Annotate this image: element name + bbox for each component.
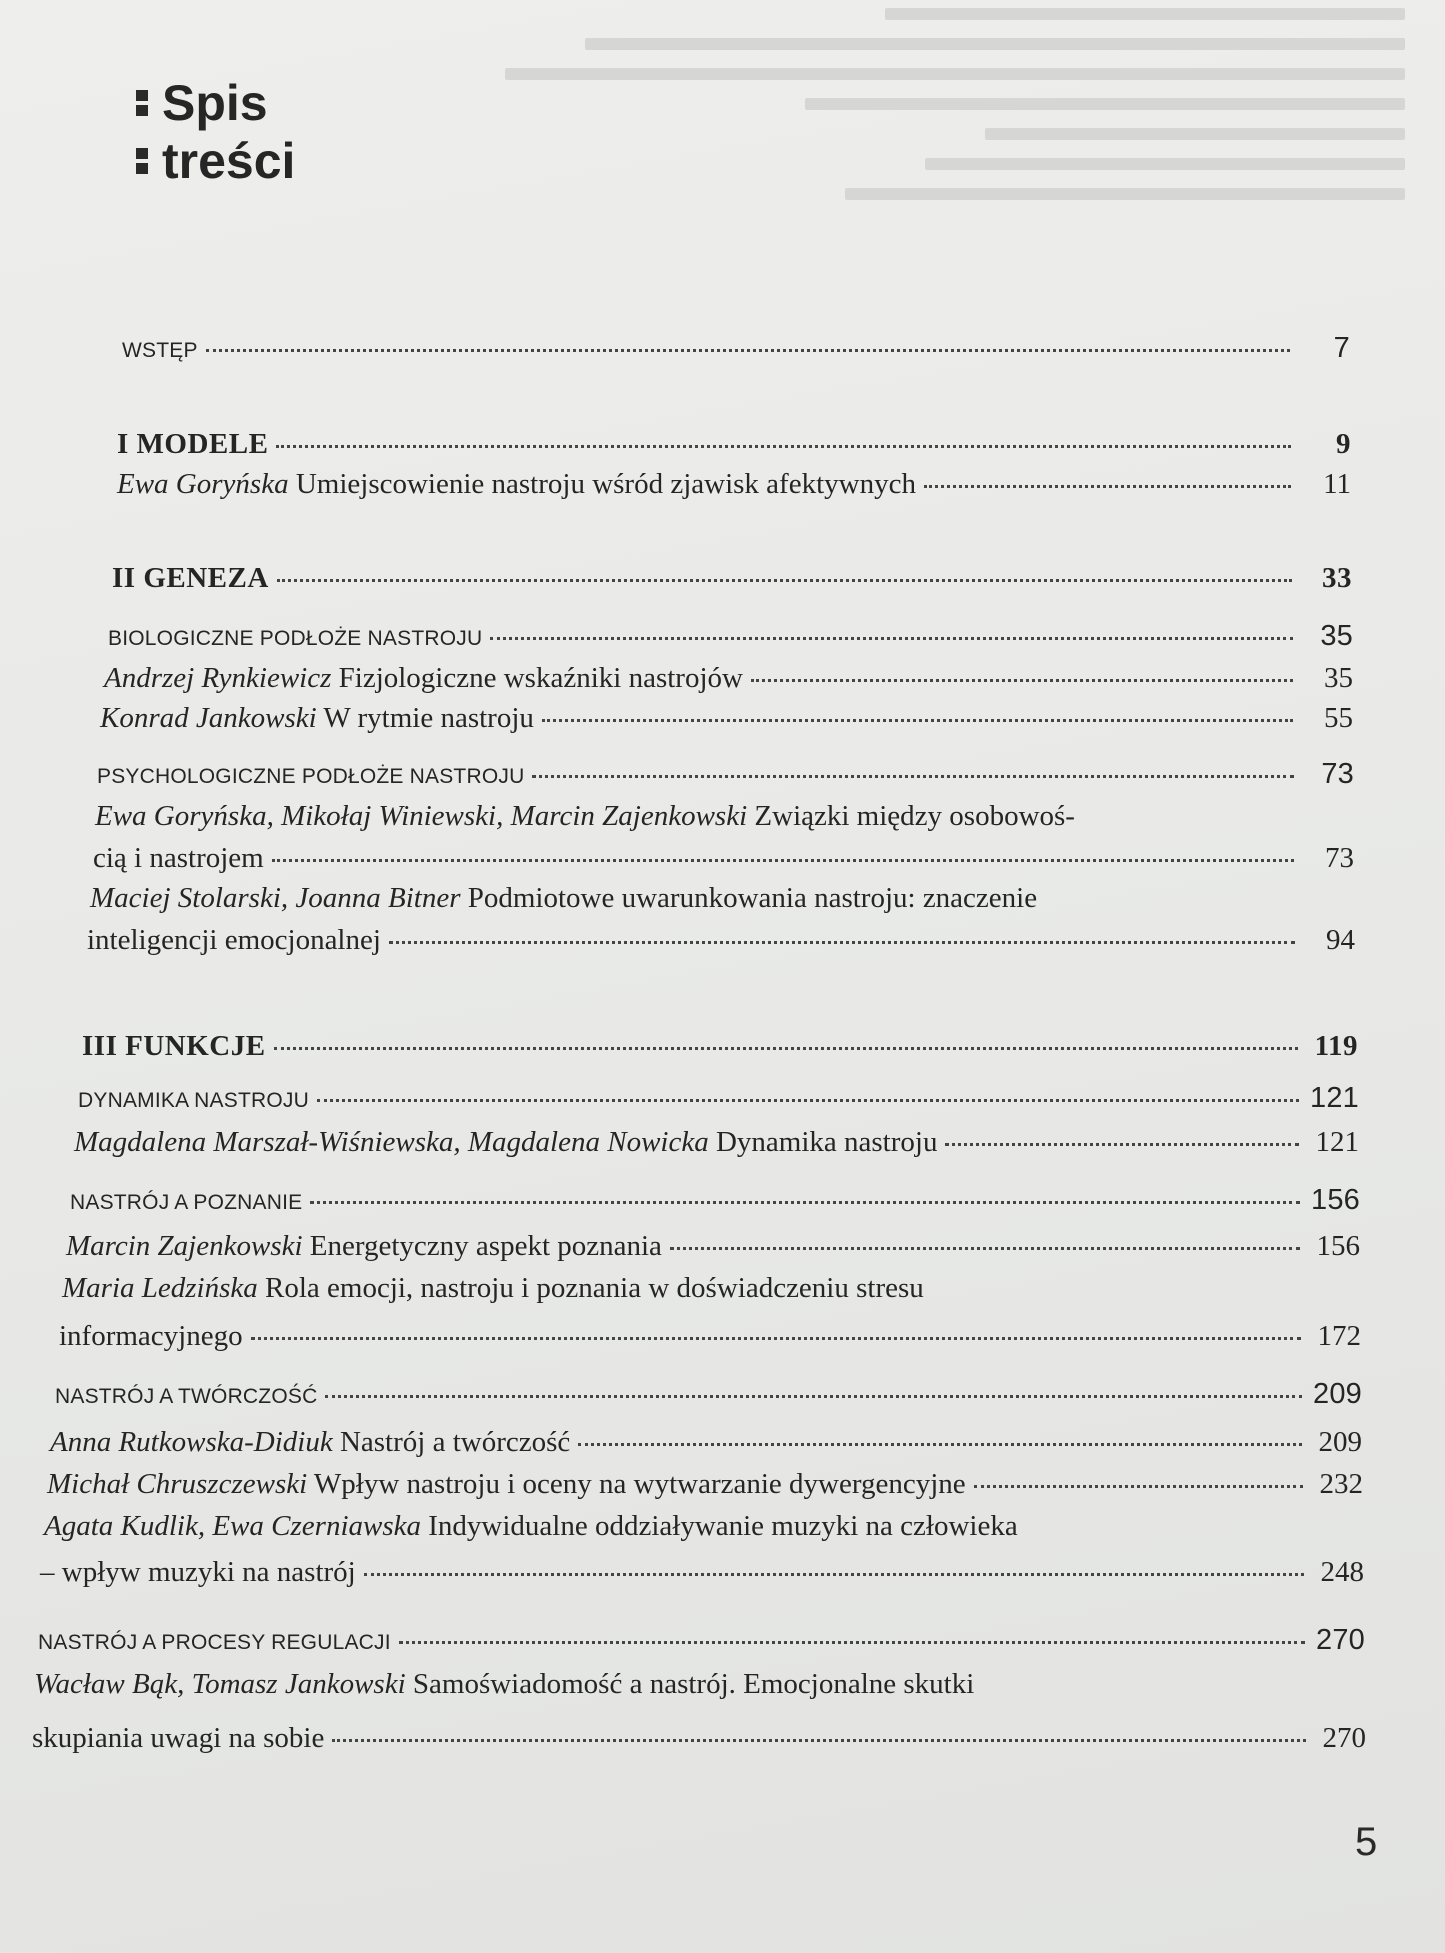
article-title-part: Związki między osobowoś- — [754, 800, 1075, 832]
subsection-title: DYNAMIKA NASTROJU — [78, 1089, 309, 1112]
article-title: Energetyczny aspekt poznania — [309, 1230, 662, 1262]
section-title: III FUNKCJE — [82, 1030, 266, 1062]
dot-leader — [325, 1395, 1302, 1398]
page-number: 121 — [1315, 1126, 1359, 1158]
dot-leader — [924, 485, 1291, 488]
page-folio: 5 — [1355, 1820, 1378, 1864]
article-title-part: Podmiotowe uwarunkowania nastroju: znaczenie — [467, 882, 1038, 914]
toc-section-modele — [117, 428, 1351, 461]
dot-leader — [399, 1641, 1305, 1644]
dot-leader — [310, 1201, 1300, 1204]
article-title-part: – wpływ muzyki na nastrój — [40, 1556, 356, 1588]
dot-leader — [945, 1143, 1299, 1146]
toc-article-line-1 — [62, 1272, 1282, 1305]
toc-entry-wstep — [122, 332, 1350, 365]
dot-leader — [317, 1099, 1299, 1102]
page-number: 121 — [1310, 1082, 1359, 1114]
page-number: 94 — [1326, 924, 1355, 956]
dot-leader — [364, 1573, 1304, 1576]
article-author: Michał Chruszczewski — [47, 1468, 308, 1500]
article-author: Wacław Bąk, Tomasz Jankowski — [34, 1668, 406, 1700]
toc-subsection — [55, 1378, 1362, 1411]
article-author: Marcin Zajenkowski — [66, 1230, 303, 1262]
toc-article-line-1 — [34, 1668, 1284, 1701]
page-number: 209 — [1313, 1378, 1362, 1410]
subsection-title: NASTRÓJ A PROCESY REGULACJI — [38, 1631, 391, 1654]
toc-article-line-2 — [40, 1556, 1364, 1589]
toc-section-funkcje — [82, 1030, 1358, 1063]
article-title-part: skupiania uwagi na sobie — [32, 1722, 325, 1754]
toc-article-line-2 — [59, 1320, 1361, 1353]
section-title: I MODELE — [117, 428, 269, 460]
toc-article-line-1 — [44, 1510, 1284, 1543]
dot-leader — [532, 775, 1294, 778]
article-title-part: Indywidualne oddziaływanie muzyki na człowieka — [428, 1510, 1018, 1542]
article-title: Fizjologiczne wskaźniki nastrojów — [338, 662, 743, 694]
heading-line-2: treści — [162, 133, 296, 189]
toc-article — [47, 1468, 1363, 1501]
toc-subsection — [78, 1082, 1359, 1115]
subsection-title: NASTRÓJ A POZNANIE — [70, 1191, 303, 1214]
article-title-part: Rola emocji, nastroju i poznania w doświadczeniu stresu — [265, 1272, 924, 1304]
article-author: Agata Kudlik, Ewa Czerniawska — [44, 1510, 421, 1542]
dot-leader — [274, 1047, 1298, 1050]
dot-leader — [277, 579, 1292, 582]
article-author: Andrzej Rynkiewicz — [104, 662, 332, 694]
toc-article-line-2 — [32, 1722, 1366, 1755]
heading-line-1: Spis — [162, 75, 268, 131]
article-title: Dynamika nastroju — [715, 1126, 938, 1158]
page-number: 119 — [1314, 1030, 1358, 1062]
page-number: 156 — [1316, 1230, 1360, 1262]
page-number: 33 — [1322, 562, 1352, 594]
article-title: Umiejscowienie nastroju wśród zjawisk afektywnych — [295, 468, 916, 500]
article-title: Nastrój a twórczość — [339, 1426, 571, 1458]
subsection-title: PSYCHOLOGICZNE PODŁOŻE NASTROJU — [97, 765, 525, 788]
page-number: 73 — [1325, 842, 1354, 874]
page-number: 270 — [1322, 1722, 1366, 1754]
dot-leader — [206, 349, 1290, 352]
toc-article — [74, 1126, 1359, 1159]
toc-article — [66, 1230, 1360, 1263]
dot-leader — [974, 1485, 1303, 1488]
toc-article-line-2 — [93, 842, 1354, 875]
page-number: 209 — [1318, 1426, 1362, 1458]
toc-article — [100, 702, 1353, 735]
toc-subsection — [97, 758, 1354, 791]
section-title: II GENEZA — [112, 562, 269, 594]
article-author: Konrad Jankowski — [100, 702, 317, 734]
page-number: 270 — [1316, 1624, 1365, 1656]
article-author: Ewa Goryńska, Mikołaj Winiewski, Marcin Zajenkowski — [95, 800, 748, 832]
page-number: 35 — [1324, 662, 1353, 694]
page-number: 11 — [1323, 468, 1351, 500]
toc-article-line-2 — [87, 924, 1355, 957]
subsection-title: BIOLOGICZNE PODŁOŻE NASTROJU — [108, 627, 483, 650]
article-author: Maciej Stolarski, Joanna Bitner — [90, 882, 461, 914]
dot-leader — [276, 445, 1291, 448]
article-author: Ewa Goryńska — [117, 468, 289, 500]
page-number: 73 — [1321, 758, 1354, 790]
subsection-title: NASTRÓJ A TWÓRCZOŚĆ — [55, 1385, 318, 1408]
article-title-part: Samoświadomość a nastrój. Emocjonalne skutki — [412, 1668, 975, 1700]
dot-leader — [251, 1337, 1301, 1340]
toc-article-line-1 — [90, 882, 1270, 915]
article-title-part: informacyjnego — [59, 1320, 243, 1352]
toc-article — [50, 1426, 1362, 1459]
toc-article-line-1 — [95, 800, 1265, 833]
dot-leader — [389, 941, 1295, 944]
article-title-part: inteligencji emocjonalnej — [87, 924, 381, 956]
dot-leader — [542, 719, 1293, 722]
dot-leader — [332, 1739, 1306, 1742]
article-title: Wpływ nastroju i oceny na wytwarzanie dywergencyjne — [313, 1468, 966, 1500]
toc-subsection — [108, 620, 1353, 653]
page-number: 55 — [1324, 702, 1353, 734]
page-number: 9 — [1336, 428, 1351, 460]
page-number: 172 — [1317, 1320, 1361, 1352]
toc-article — [117, 468, 1351, 501]
toc-article — [104, 662, 1353, 695]
dot-leader — [490, 637, 1293, 640]
article-title: W rytmie nastroju — [323, 702, 534, 734]
article-author: Maria Ledzińska — [62, 1272, 258, 1304]
page-number: 232 — [1319, 1468, 1363, 1500]
dot-leader — [272, 859, 1294, 862]
toc-title: WSTĘP — [122, 339, 198, 362]
dot-leader — [578, 1443, 1302, 1446]
toc-subsection — [70, 1184, 1360, 1217]
dot-leader — [751, 679, 1293, 682]
page-number: 248 — [1320, 1556, 1364, 1588]
page-number: 35 — [1320, 620, 1353, 652]
page-number: 156 — [1311, 1184, 1360, 1216]
toc-subsection — [38, 1624, 1365, 1657]
article-author: Anna Rutkowska-Didiuk — [50, 1426, 333, 1458]
page-number: 7 — [1333, 332, 1350, 364]
dot-leader — [670, 1247, 1300, 1250]
toc-section-geneza — [112, 562, 1352, 595]
article-author: Magdalena Marszał-Wiśniewska, Magdalena Nowicka — [74, 1126, 709, 1158]
article-title-part: cią i nastrojem — [93, 842, 264, 874]
